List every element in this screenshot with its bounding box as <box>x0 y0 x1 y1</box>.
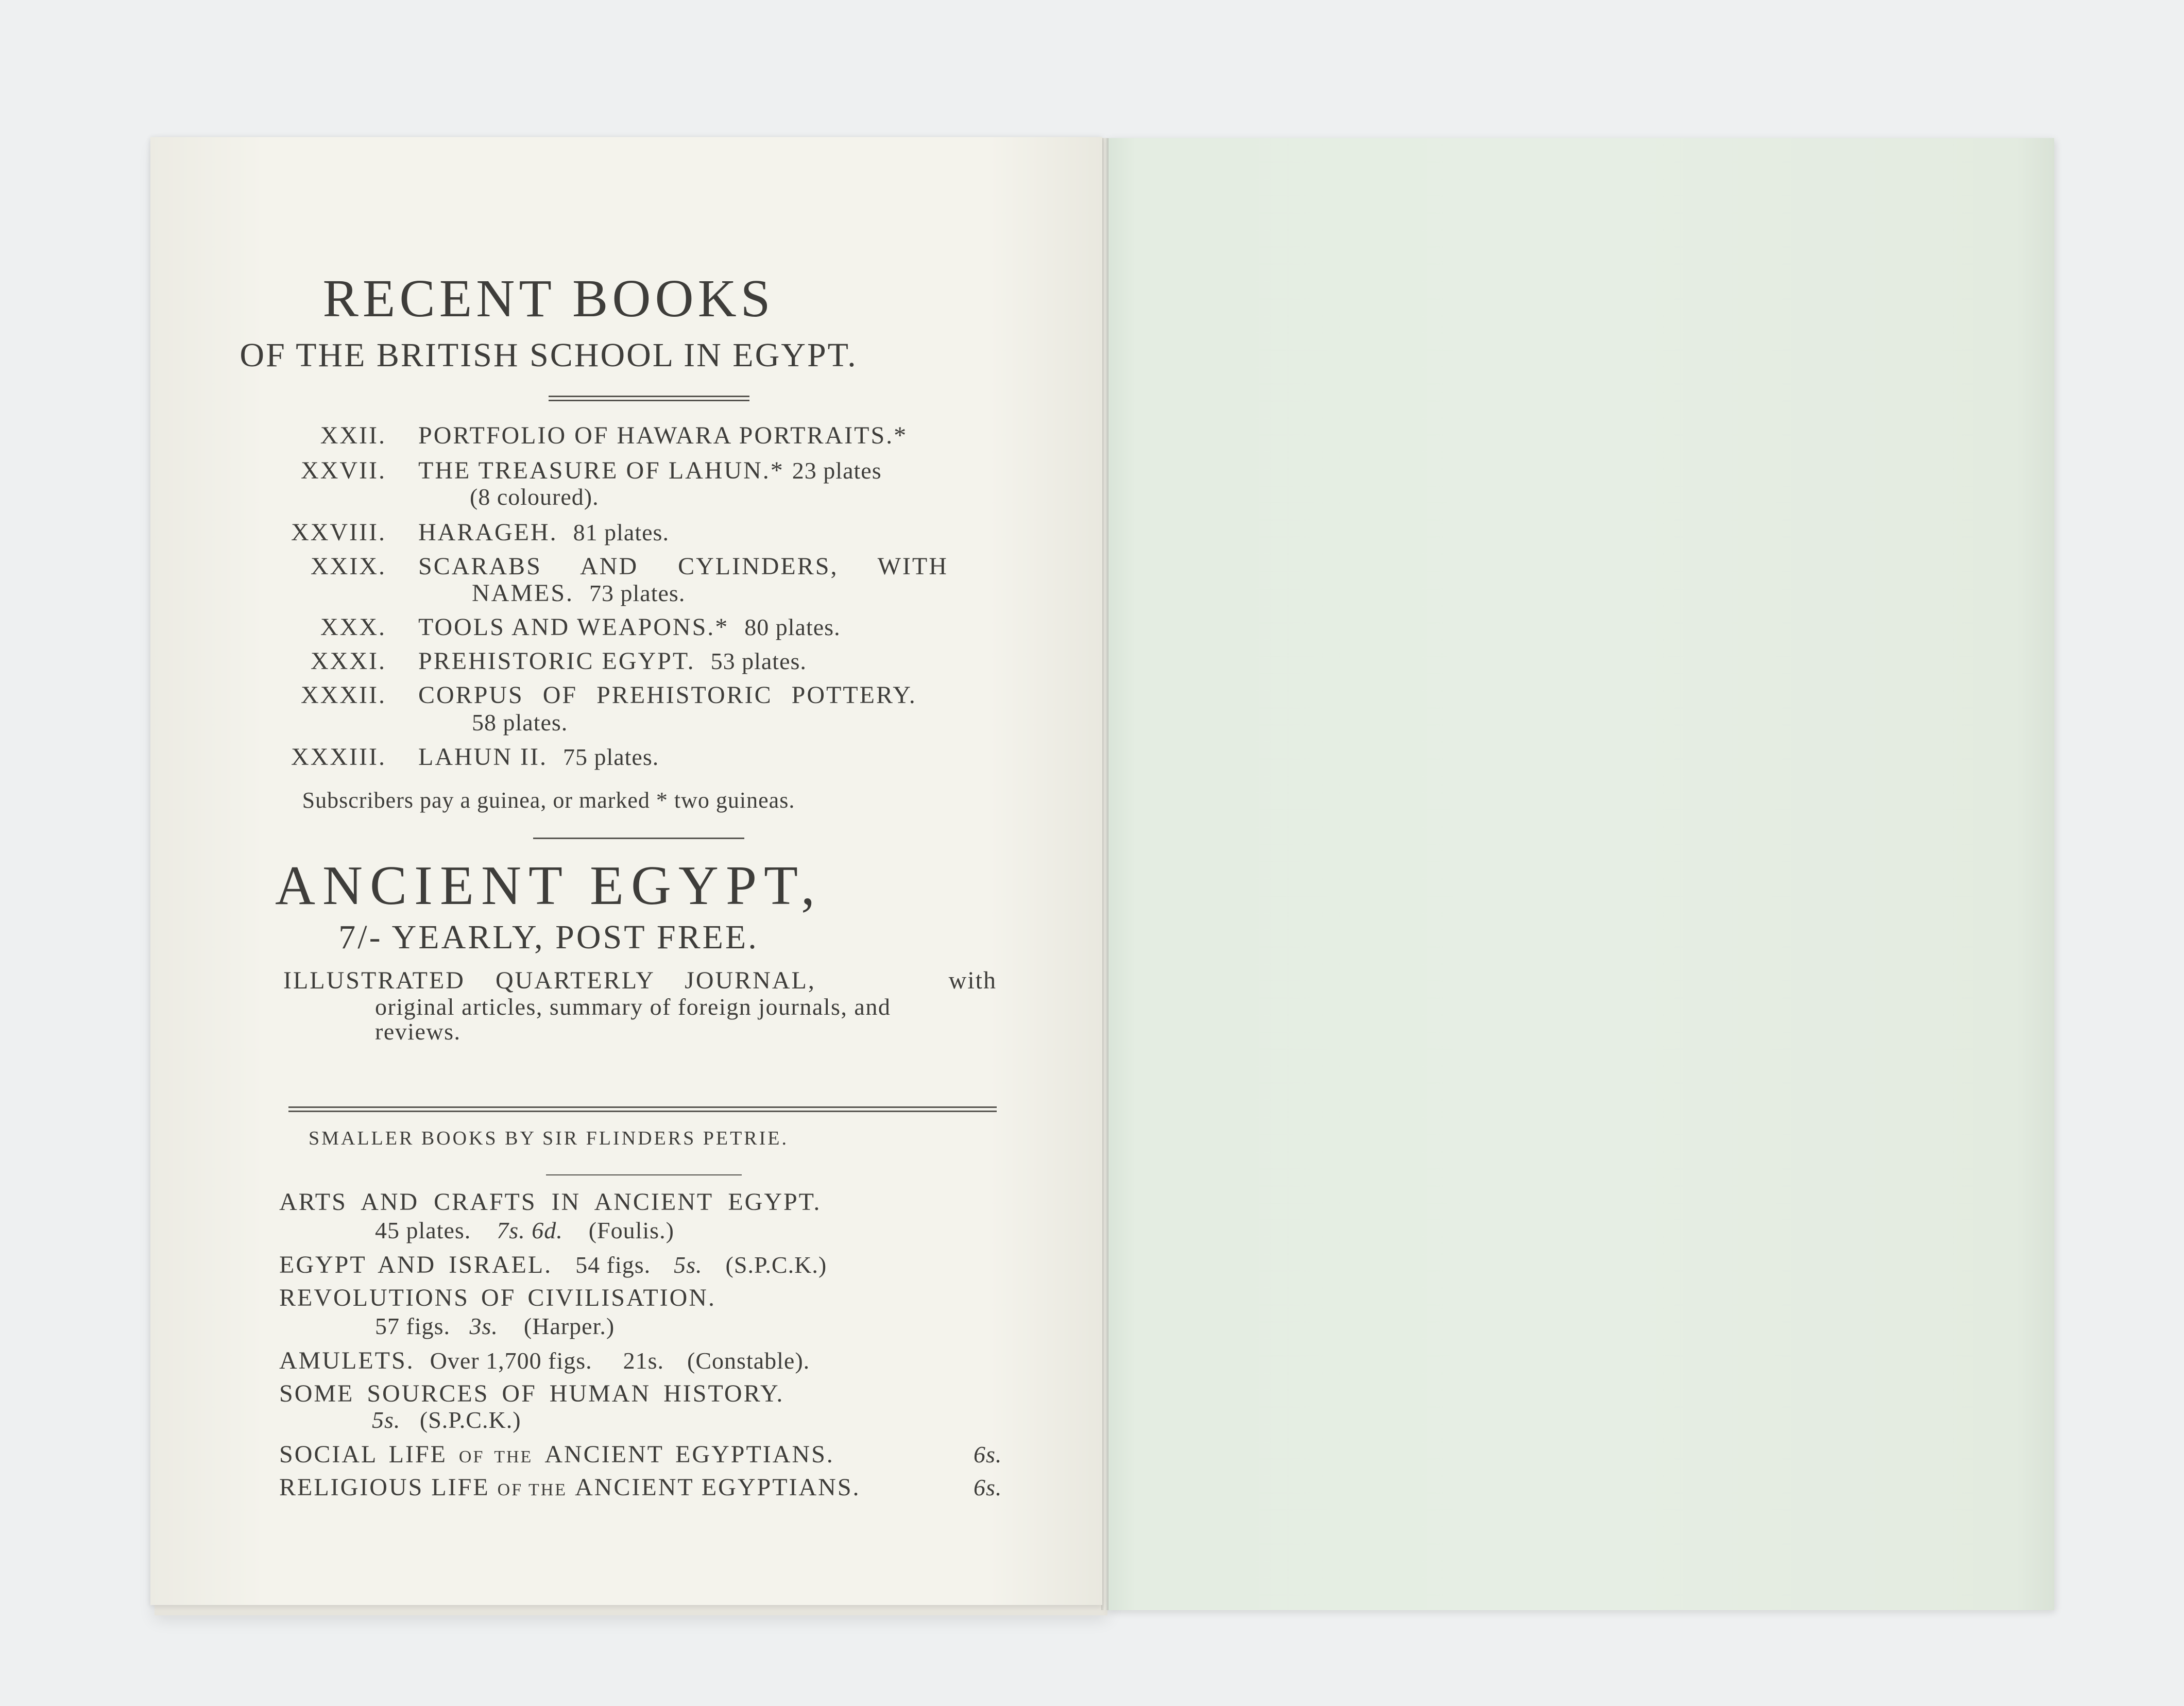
journal-description-line3: reviews. <box>375 1018 461 1045</box>
smaller-book-item: SOME SOURCES OF HUMAN HISTORY. <box>279 1380 784 1407</box>
title-rule <box>549 396 749 401</box>
blank-right-page <box>1107 138 2054 1610</box>
smaller-book-item: EGYPT AND ISRAEL. 54 figs. 5s. (S.P.C.K.) <box>279 1251 827 1278</box>
price: 6s. <box>974 1474 1002 1500</box>
page-subtitle: OF THE BRITISH SCHOOL IN EGYPT. <box>240 336 858 374</box>
journal-description-line2: original articles, summary of foreign journals, and <box>375 994 891 1020</box>
price: 6s. <box>974 1441 1002 1468</box>
smaller-book-item: ARTS AND CRAFTS IN ANCIENT EGYPT. <box>279 1188 822 1216</box>
smaller-book-item: RELIGIOUS LIFE OF THE ANCIENT EGYPTIANS. <box>279 1474 861 1501</box>
smaller-book-detail: 57 figs. 3s. (Harper.) <box>375 1313 615 1339</box>
smaller-book-detail: 5s. (S.P.C.K.) <box>372 1407 521 1433</box>
subscribers-note: Subscribers pay a guinea, or marked * two guineas. <box>302 788 795 813</box>
smaller-book-item: REVOLUTIONS OF CIVILISATION. <box>279 1284 716 1311</box>
booklet-spine <box>1101 138 1108 1610</box>
section-divider <box>533 838 744 839</box>
left-page: RECENT BOOKS OF THE BRITISH SCHOOL IN EGYPT. XXII. PORTFOLIO OF HAWARA PORTRAITS.* XXVII. THE TREASURE OF LAHUN.* 23 plates (8 coloured). XXVIII. HARAGEH. 81 plates. XXIX. SCARABS AND CYLINDERS, WITH NAMES. 73 plates. XXX. TOOLS AND WEAPONS.* 80 plates. XXXI. PREHISTORIC EGYPT. 53 plates. XXXII. CORPUS OF PREHISTORIC POTTERY. 58 plates. XXXIII. LAHUN II. 75 plates. Subscribers pay a guinea, or marked * two guineas. ANCIENT EGYPT, 7/- YEARLY, POST FREE. ILLUSTRATED QUARTERLY JOURNAL, with original articles, summary of foreign journals, and reviews. SMALLER BOOKS BY SIR FLINDERS PETRIE. ARTS AND CRAFTS IN ANCIENT EGYPT. 45 plates. 7s. 6d. (Foulis.) EGYPT AND ISRAEL. 54 figs. 5s. (S.P.C.K.) REVOLUTIONS OF CIVILISATION. 57 figs. 3s. (Harper.) AMULETS. Over 1,700 figs. 21s. (Constable). SOME SOURCES OF HUMAN HISTORY. 5s. (S.P.C.K.) SOCIAL LIFE OF THE ANCIENT EGYPTIANS. 6s. RELIGIOUS LIFE OF THE ANCIENT EGYPTIANS. 6s. <box>150 137 1102 1605</box>
journal-title: ANCIENT EGYPT, <box>275 855 822 916</box>
smaller-books-heading: SMALLER BOOKS BY SIR FLINDERS PETRIE. <box>308 1128 789 1149</box>
journal-description: ILLUSTRATED QUARTERLY JOURNAL, with <box>283 967 997 994</box>
page-title: RECENT BOOKS <box>322 269 775 328</box>
smaller-books-divider <box>546 1174 742 1175</box>
smaller-books-rule <box>288 1106 997 1112</box>
smaller-book-detail: 45 plates. 7s. 6d. (Foulis.) <box>375 1217 674 1243</box>
smaller-book-item: SOCIAL LIFE OF THE ANCIENT EGYPTIANS. <box>279 1441 834 1468</box>
smaller-book-item: AMULETS. Over 1,700 figs. 21s. (Constable). <box>279 1347 810 1374</box>
journal-price: 7/- YEARLY, POST FREE. <box>338 918 759 956</box>
